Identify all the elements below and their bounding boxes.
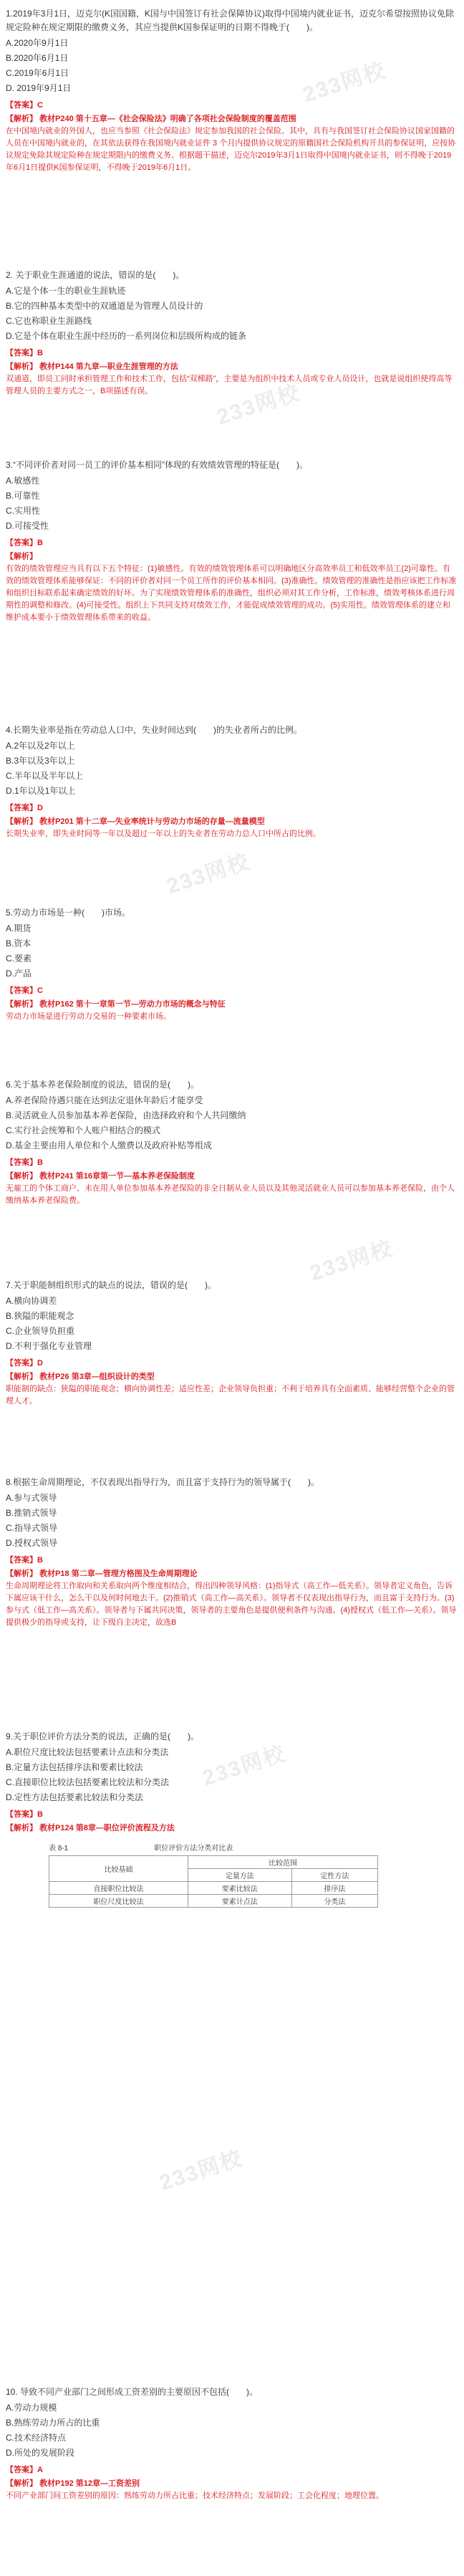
table-header-basis: 比较基础 [49,1856,188,1882]
question-5 [6,906,457,1023]
option-b[interactable]: B.熟练劳动力所占的比重 [6,2418,100,2428]
watermark: 233网校 [163,850,253,899]
answer-line: 【答案】C [6,986,43,995]
job-evaluation-table [49,1855,378,1908]
question-stem: 1.2019年3月1日，迈克尔(K国国籍，K国与中国签订有社会保障协议)取得中国境内就业证书，迈克尔希望按照协议免除规定险种在规定期限的缴费义务，其应当提供K国参保证明的日期不得晚于( )。 [6,9,455,32]
option-c[interactable]: C.直接职位比较法包括要素比较法和分类法 [6,1777,170,1787]
watermark: 233网校 [199,1741,289,1791]
answer-line: 【答案】B [6,1556,43,1565]
question-stem: 10. 导致不同产业部门之间形成工资差别的主要原因不包括( )。 [6,2387,258,2397]
watermark: 233网校 [213,380,304,430]
option-a[interactable]: A.2020年9月1日 [6,38,69,48]
table-row: 职位尺度比较法 要素计点法 分类法 [49,1895,378,1908]
table-header-quant: 定量方法 [188,1869,291,1882]
option-c[interactable]: C.2019年6月1日 [6,68,69,78]
option-d[interactable]: D.1年以及1年以上 [6,786,76,796]
question-stem: 8.根据生命周期理论，不仅表现出指导行为，而且富于支持行为的领导属于( )。 [6,1477,320,1487]
option-c[interactable]: C.要素 [6,953,32,963]
answer-line: 【答案】D [6,1359,43,1368]
table-header-scope: 比较范围 [188,1856,377,1869]
option-a[interactable]: A.期货 [6,923,32,933]
option-a[interactable]: A.敏感性 [6,476,40,486]
option-b[interactable]: B.狭隘的职能观念 [6,1311,74,1321]
option-c[interactable]: C.它也称职业生涯路线 [6,316,92,326]
option-d[interactable]: D.定性方法包括要素比较法和分类法 [6,1792,144,1802]
table-caption: 表 8-1 职位评价方法分类对比表 [49,1845,233,1852]
option-c[interactable]: C.技术经济特点 [6,2433,67,2443]
answer-line: 【答案】D [6,804,43,812]
table-header-qual: 定性方法 [291,1869,377,1882]
option-d[interactable]: D.授权式领导 [6,1538,58,1548]
option-d[interactable]: D.它是个体在职业生涯中经历的一系列岗位和层级所构成的链条 [6,331,247,341]
question-6 [6,1078,457,1207]
option-b[interactable]: B.资本 [6,938,32,948]
option-a[interactable]: A.参与式领导 [6,1493,57,1503]
option-b[interactable]: B.灵活就业人员参加基本养老保险，由选择政府和个人共同缴纳 [6,1110,246,1120]
analysis: 【解析】 教材P241 第16章第一节—基本养老保险制度 无雇工的个体工商户、未在用人单位参加基本养老保险的非全日制从业人员以及其他灵活就业人员可以参加基本养老保险，由个人缴纳基本养老保险费。 [6,1172,455,1205]
option-b[interactable]: B.3年以及3年以上 [6,756,75,766]
option-b[interactable]: B.它的四种基本类型中的双通道是为管理人员设计的 [6,301,203,311]
analysis: 【解析】 教材P240 第十五章—《社会保险法》明确了各项社会保险制度的覆盖范围 在中国境内就业的外国人，也应当参照《社会保险法》规定参加我国的社会保险。其中，具有与我国签订社会保险协议国家国籍的人员在中国境内就业的，在其依法获得在我国境内就业证件 3 个月内提供协议规定的原籍国社会保险机构开具的参保证明，应按协议规定免除其规定险种在规定期限内的缴费义务。根据题干描述，迈克尔2019年3月1日取得中国境内就业证书，则不得晚于2019年6月1日提供K国参保证明，不得晚于2019年6月1日。 [6,115,456,172]
option-d[interactable]: D.产品 [6,969,32,979]
option-c[interactable]: C.实用性 [6,506,41,516]
answer-line: 【答案】B [6,539,43,547]
answer-line: 【答案】B [6,349,43,357]
watermark: 233网校 [306,1236,397,1286]
option-c[interactable]: C.实行社会统筹和个人账户相结合的模式 [6,1125,161,1135]
option-a[interactable]: A.它是个体一生的职业生涯轨迹 [6,286,126,296]
option-d[interactable]: D. 2019年9月1日 [6,83,72,93]
question-4 [6,724,457,840]
option-b[interactable]: B.推销式领导 [6,1508,57,1518]
question-stem: 5.劳动力市场是一种( )市场。 [6,908,131,918]
option-c[interactable]: C.指导式领导 [6,1523,58,1533]
option-d[interactable]: D.不利于强化专业管理 [6,1341,92,1351]
table-row: 直接职位比较法 要素比较法 排序法 [49,1882,378,1895]
analysis: 【解析】 有效的绩效管理应当具有以下五个特征：(1)敏感性。有效的绩效管理体系可以明确地区分高效率员工和低效率员工(2)可靠性。有效的绩效管理体系能够保证：不同的评价者对同一个员工所作的评价基本相同。(3)准确性。绩效管理的准确性是指应该把工作标准和组织目标联系起来确定绩效的好坏。为了实现绩效管理体系的准确性，组织必须对其工作分析，工作标准，绩效考核体系进行周期性的调整和修改。(4)可接受性。组织上下共同支持对绩效工作，才能促成绩效管理的成功。(5)实用性。绩效管理体系的建立和维护成本要小于绩效管理体系带来的收益。 [6,552,457,622]
watermark: 233网校 [156,2146,246,2196]
option-a[interactable]: A.养老保险待遇只能在达到法定退休年龄后才能享受 [6,1095,203,1105]
option-c[interactable]: C.半年以及半年以上 [6,771,84,781]
question-stem: 3.“不同评价者对同一员工的评价基本相同”体现的有效绩效管理的特征是( )。 [6,460,308,470]
question-10 [6,2385,457,2502]
answer-line: 【答案】B [6,1810,43,1819]
analysis: 【解析】 教材P192 第12章—工资差别 不同产业部门间工资差别的原因：熟练劳动力所占比重；技术经济特点；发展阶段；工会化程度；地理位置。 [6,2479,384,2500]
question-stem: 6.关于基本养老保险制度的说法，错误的是( )。 [6,1080,200,1090]
question-stem: 9.关于职位评价方法分类的说法，正确的是( )。 [6,1731,200,1741]
option-a[interactable]: A.2年以及2年以上 [6,741,75,751]
analysis: 【解析】 教材P26 第3章—组织设计的类型 职能制的缺点：狭隘的职能观念；横向协调性差；适应性差；企业领导负担重；不利于培养具有全面素质、能够经营整个企业的管理人才。 [6,1373,455,1405]
analysis: 【解析】 教材P144 第九章—职业生涯管理的方法 双通道，即员工同时承担管理工作和技术工作，包括“双梯路”，主要是为组织中技术人员或专业人员设计，也就是说组织使得高等管理人员的主要方式之一，B项描述有误。 [6,362,453,395]
analysis: 【解析】 教材P124 第8章—职位评价流程及方法 [6,1824,175,1832]
option-d[interactable]: D.可接受性 [6,521,49,531]
analysis: 【解析】 教材P201 第十二章—失业率统计与劳动力市场的存量—流量模型 长期失业率，即失业时间等一年以及超过一年以上的失业者在劳动力总人口中所占的比例。 [6,817,321,838]
option-d[interactable]: D.所处的发展阶段 [6,2448,75,2458]
question-9 [6,1730,457,1908]
watermark: 233网校 [299,58,390,107]
answer-line: 【答案】B [6,1158,43,1167]
question-8 [6,1476,457,1629]
option-a[interactable]: A.职位尺度比较法包括要素计点法和分类法 [6,1747,169,1757]
question-stem: 7.关于职能制组织形式的缺点的说法，错误的是( )。 [6,1280,217,1290]
option-d[interactable]: D.基金主要由用人单位和个人缴费以及政府补贴等组成 [6,1140,213,1150]
option-b[interactable]: B.2020年6月1日 [6,53,69,63]
question-3 [6,458,457,624]
option-b[interactable]: B.定量方法包括排序法和要素比较法 [6,1762,143,1772]
answer-line: 【答案】C [6,101,43,110]
question-7 [6,1279,457,1408]
question-2 [6,269,457,398]
question-stem: 4.长期失业率是指在劳动总人口中，失业时间达到( )的失业者所占的比例。 [6,725,303,735]
analysis: 【解析】 教材P162 第十一章第一节—劳动力市场的概念与特征 劳动力市场是进行劳动力交易的一种要素市场。 [6,1000,226,1021]
question-1 [6,7,457,174]
analysis: 【解析】 教材P18 第二章—管理方格图及生命周期理论 生命周期理论将工作取向和关系取向两个维度相结合，得出四种领导风格：(1)指导式（高工作—低关系）。领导者定义角色，告诉下属应该干什么，怎么干以及何时何地去干。(2)推销式（高工作—高关系）。领导者不仅表现出指导行为，而且富于支持行为。(3)参与式（低工作—高关系）。领导者与下属共同决策，领导者的主要角色是提供便利条件与沟通。(4)授权式（低工作—关系）。领导提供极少的指导或支持，让下级自主决定，故选B [6,1570,457,1627]
option-a[interactable]: A.劳动力规模 [6,2403,57,2413]
option-c[interactable]: C.企业领导负担重 [6,1326,75,1336]
option-a[interactable]: A.横向协调差 [6,1296,57,1306]
answer-line: 【答案】A [6,2466,43,2474]
option-b[interactable]: B.可靠性 [6,491,40,501]
question-stem: 2. 关于职业生涯通道的说法，错误的是( )。 [6,270,185,280]
